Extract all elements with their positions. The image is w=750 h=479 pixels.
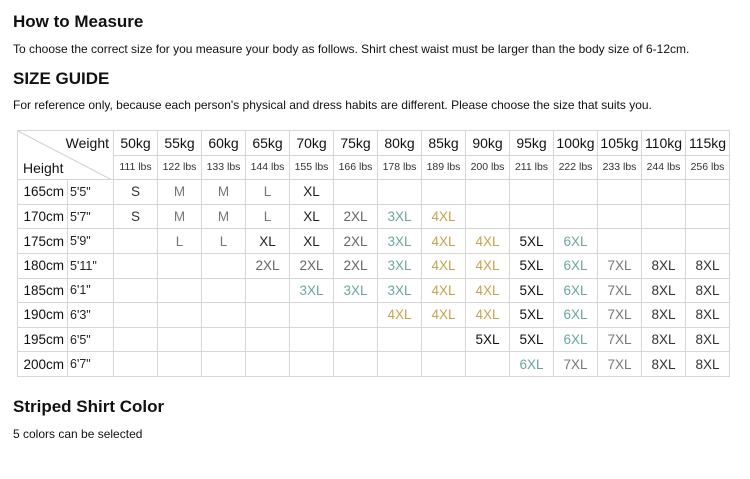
size-cell: M bbox=[202, 204, 246, 229]
table-row bbox=[18, 253, 730, 278]
height-ft-cell: 5'11" bbox=[68, 253, 114, 278]
size-cell bbox=[334, 180, 378, 205]
size-cell: 4XL bbox=[466, 253, 510, 278]
table-row bbox=[18, 303, 730, 328]
weight-lbs-header: 111 lbs bbox=[114, 155, 158, 180]
weight-kg-header: 110kg bbox=[642, 131, 686, 156]
size-cell bbox=[510, 204, 554, 229]
size-cell bbox=[114, 278, 158, 303]
size-cell: 3XL bbox=[378, 253, 422, 278]
size-cell bbox=[466, 204, 510, 229]
height-cm-cell: 170cm bbox=[18, 204, 68, 229]
table-row bbox=[18, 352, 730, 377]
size-cell: 4XL bbox=[378, 303, 422, 328]
size-cell bbox=[114, 303, 158, 328]
size-cell bbox=[158, 253, 202, 278]
size-cell: S bbox=[114, 180, 158, 205]
size-cell bbox=[202, 352, 246, 377]
height-cm-cell: 175cm bbox=[18, 229, 68, 254]
how-to-measure-text: To choose the correct size for you measure your body as follows. Shirt chest waist must be larger than the body size of 6-12cm. bbox=[13, 42, 690, 56]
weight-lbs-header: 166 lbs bbox=[334, 155, 378, 180]
size-cell: 7XL bbox=[598, 278, 642, 303]
size-cell bbox=[114, 327, 158, 352]
size-cell: 8XL bbox=[686, 327, 730, 352]
size-cell bbox=[642, 204, 686, 229]
size-cell: 4XL bbox=[466, 303, 510, 328]
size-cell: 3XL bbox=[378, 204, 422, 229]
size-cell: 7XL bbox=[554, 352, 598, 377]
size-cell bbox=[158, 327, 202, 352]
size-cell: 4XL bbox=[422, 229, 466, 254]
size-cell: L bbox=[158, 229, 202, 254]
size-cell: 4XL bbox=[466, 278, 510, 303]
size-cell: 8XL bbox=[642, 327, 686, 352]
size-cell: 5XL bbox=[510, 229, 554, 254]
size-cell: 6XL bbox=[554, 229, 598, 254]
size-cell: 2XL bbox=[246, 253, 290, 278]
weight-kg-header: 70kg bbox=[290, 131, 334, 156]
size-cell bbox=[598, 204, 642, 229]
table-row bbox=[18, 180, 730, 205]
size-cell bbox=[378, 180, 422, 205]
size-cell: M bbox=[158, 180, 202, 205]
height-ft-cell: 6'5" bbox=[68, 327, 114, 352]
size-cell bbox=[158, 278, 202, 303]
size-cell: 5XL bbox=[466, 327, 510, 352]
size-cell bbox=[290, 303, 334, 328]
size-cell: 4XL bbox=[466, 229, 510, 254]
height-corner-label: Height bbox=[23, 160, 64, 177]
weight-kg-header: 95kg bbox=[510, 131, 554, 156]
size-cell: XL bbox=[290, 229, 334, 254]
size-cell: 8XL bbox=[642, 303, 686, 328]
size-cell: L bbox=[246, 180, 290, 205]
height-cm-cell: 200cm bbox=[18, 352, 68, 377]
height-ft-cell: 6'1" bbox=[68, 278, 114, 303]
size-cell bbox=[554, 204, 598, 229]
size-cell bbox=[598, 180, 642, 205]
size-cell bbox=[202, 278, 246, 303]
weight-kg-header: 60kg bbox=[202, 131, 246, 156]
size-cell bbox=[686, 204, 730, 229]
height-ft-cell: 5'5" bbox=[68, 180, 114, 205]
weight-lbs-header: 233 lbs bbox=[598, 155, 642, 180]
size-cell bbox=[334, 352, 378, 377]
height-cm-cell: 180cm bbox=[18, 253, 68, 278]
weight-lbs-header: 256 lbs bbox=[686, 155, 730, 180]
weight-lbs-header: 244 lbs bbox=[642, 155, 686, 180]
size-cell: 6XL bbox=[554, 278, 598, 303]
size-cell: 7XL bbox=[598, 327, 642, 352]
size-cell: 5XL bbox=[510, 278, 554, 303]
height-cm-cell: 165cm bbox=[18, 180, 68, 205]
size-cell: 3XL bbox=[378, 229, 422, 254]
size-cell bbox=[466, 180, 510, 205]
size-cell bbox=[378, 327, 422, 352]
weight-kg-header: 55kg bbox=[158, 131, 202, 156]
size-cell: 6XL bbox=[510, 352, 554, 377]
size-cell: 5XL bbox=[510, 253, 554, 278]
size-cell bbox=[642, 229, 686, 254]
size-cell bbox=[114, 352, 158, 377]
size-cell: 6XL bbox=[554, 303, 598, 328]
weight-lbs-header: 122 lbs bbox=[158, 155, 202, 180]
size-cell: 3XL bbox=[334, 278, 378, 303]
size-cell: L bbox=[202, 229, 246, 254]
size-cell: M bbox=[158, 204, 202, 229]
size-cell: 2XL bbox=[334, 204, 378, 229]
header-row-lbs bbox=[18, 155, 730, 180]
size-cell: XL bbox=[290, 204, 334, 229]
table-row bbox=[18, 278, 730, 303]
corner-cell bbox=[18, 131, 114, 180]
size-cell bbox=[422, 352, 466, 377]
weight-lbs-header: 178 lbs bbox=[378, 155, 422, 180]
table-row bbox=[18, 204, 730, 229]
size-cell bbox=[378, 352, 422, 377]
size-cell bbox=[642, 180, 686, 205]
size-cell: 4XL bbox=[422, 204, 466, 229]
size-cell: 8XL bbox=[686, 303, 730, 328]
size-cell: 2XL bbox=[290, 253, 334, 278]
size-cell bbox=[422, 180, 466, 205]
weight-kg-header: 100kg bbox=[554, 131, 598, 156]
size-cell bbox=[686, 180, 730, 205]
size-cell bbox=[334, 327, 378, 352]
size-cell bbox=[202, 327, 246, 352]
size-cell: 7XL bbox=[598, 303, 642, 328]
size-cell: 8XL bbox=[686, 253, 730, 278]
weight-kg-header: 90kg bbox=[466, 131, 510, 156]
size-cell bbox=[246, 352, 290, 377]
size-guide-text: For reference only, because each person's physical and dress habits are different. Please choose the size that suits you. bbox=[13, 98, 652, 112]
size-cell bbox=[334, 303, 378, 328]
size-cell bbox=[686, 229, 730, 254]
size-guide-title: SIZE GUIDE bbox=[13, 69, 110, 88]
size-cell bbox=[246, 303, 290, 328]
weight-kg-header: 105kg bbox=[598, 131, 642, 156]
size-cell: 7XL bbox=[598, 253, 642, 278]
weight-kg-header: 50kg bbox=[114, 131, 158, 156]
striped-shirt-color-title: Striped Shirt Color bbox=[13, 397, 165, 416]
color-count-text: 5 colors can be selected bbox=[13, 427, 143, 441]
size-cell: L bbox=[246, 204, 290, 229]
size-cell: 2XL bbox=[334, 229, 378, 254]
weight-lbs-header: 133 lbs bbox=[202, 155, 246, 180]
height-cm-cell: 185cm bbox=[18, 278, 68, 303]
weight-lbs-header: 155 lbs bbox=[290, 155, 334, 180]
size-cell bbox=[510, 180, 554, 205]
weight-kg-header: 80kg bbox=[378, 131, 422, 156]
weight-kg-header: 75kg bbox=[334, 131, 378, 156]
size-cell: 4XL bbox=[422, 278, 466, 303]
weight-lbs-header: 189 lbs bbox=[422, 155, 466, 180]
size-cell bbox=[246, 327, 290, 352]
size-cell bbox=[290, 327, 334, 352]
size-cell bbox=[158, 303, 202, 328]
weight-corner-label: Weight bbox=[65, 135, 109, 151]
size-cell: S bbox=[114, 204, 158, 229]
weight-kg-header: 115kg bbox=[686, 131, 730, 156]
size-cell bbox=[554, 180, 598, 205]
size-cell: XL bbox=[290, 180, 334, 205]
weight-lbs-header: 144 lbs bbox=[246, 155, 290, 180]
size-cell: 2XL bbox=[334, 253, 378, 278]
height-cm-cell: 195cm bbox=[18, 327, 68, 352]
size-cell: 4XL bbox=[422, 253, 466, 278]
size-cell bbox=[158, 352, 202, 377]
height-ft-cell: 5'7" bbox=[68, 204, 114, 229]
size-guide-table bbox=[17, 130, 730, 377]
size-cell: 3XL bbox=[290, 278, 334, 303]
height-ft-cell: 5'9" bbox=[68, 229, 114, 254]
size-cell: 8XL bbox=[686, 352, 730, 377]
height-ft-cell: 6'3" bbox=[68, 303, 114, 328]
size-cell bbox=[290, 352, 334, 377]
weight-lbs-header: 200 lbs bbox=[466, 155, 510, 180]
size-cell: 7XL bbox=[598, 352, 642, 377]
header-row-kg bbox=[18, 131, 730, 156]
weight-lbs-header: 222 lbs bbox=[554, 155, 598, 180]
table-row bbox=[18, 229, 730, 254]
table-row bbox=[18, 327, 730, 352]
weight-lbs-header: 211 lbs bbox=[510, 155, 554, 180]
size-cell bbox=[598, 229, 642, 254]
size-cell: 5XL bbox=[510, 303, 554, 328]
size-cell: XL bbox=[246, 229, 290, 254]
size-cell: 3XL bbox=[378, 278, 422, 303]
size-cell bbox=[466, 352, 510, 377]
size-cell bbox=[202, 253, 246, 278]
size-cell: 4XL bbox=[422, 303, 466, 328]
size-cell: 8XL bbox=[642, 352, 686, 377]
size-cell: 6XL bbox=[554, 253, 598, 278]
size-cell: 6XL bbox=[554, 327, 598, 352]
size-cell bbox=[114, 229, 158, 254]
size-cell: 8XL bbox=[642, 278, 686, 303]
size-cell: 8XL bbox=[686, 278, 730, 303]
weight-kg-header: 85kg bbox=[422, 131, 466, 156]
how-to-measure-title: How to Measure bbox=[13, 12, 144, 31]
size-cell: M bbox=[202, 180, 246, 205]
size-cell bbox=[246, 278, 290, 303]
size-cell bbox=[114, 253, 158, 278]
size-cell: 5XL bbox=[510, 327, 554, 352]
height-cm-cell: 190cm bbox=[18, 303, 68, 328]
size-cell: 8XL bbox=[642, 253, 686, 278]
size-cell bbox=[202, 303, 246, 328]
size-cell bbox=[422, 327, 466, 352]
weight-kg-header: 65kg bbox=[246, 131, 290, 156]
height-ft-cell: 6'7" bbox=[68, 352, 114, 377]
